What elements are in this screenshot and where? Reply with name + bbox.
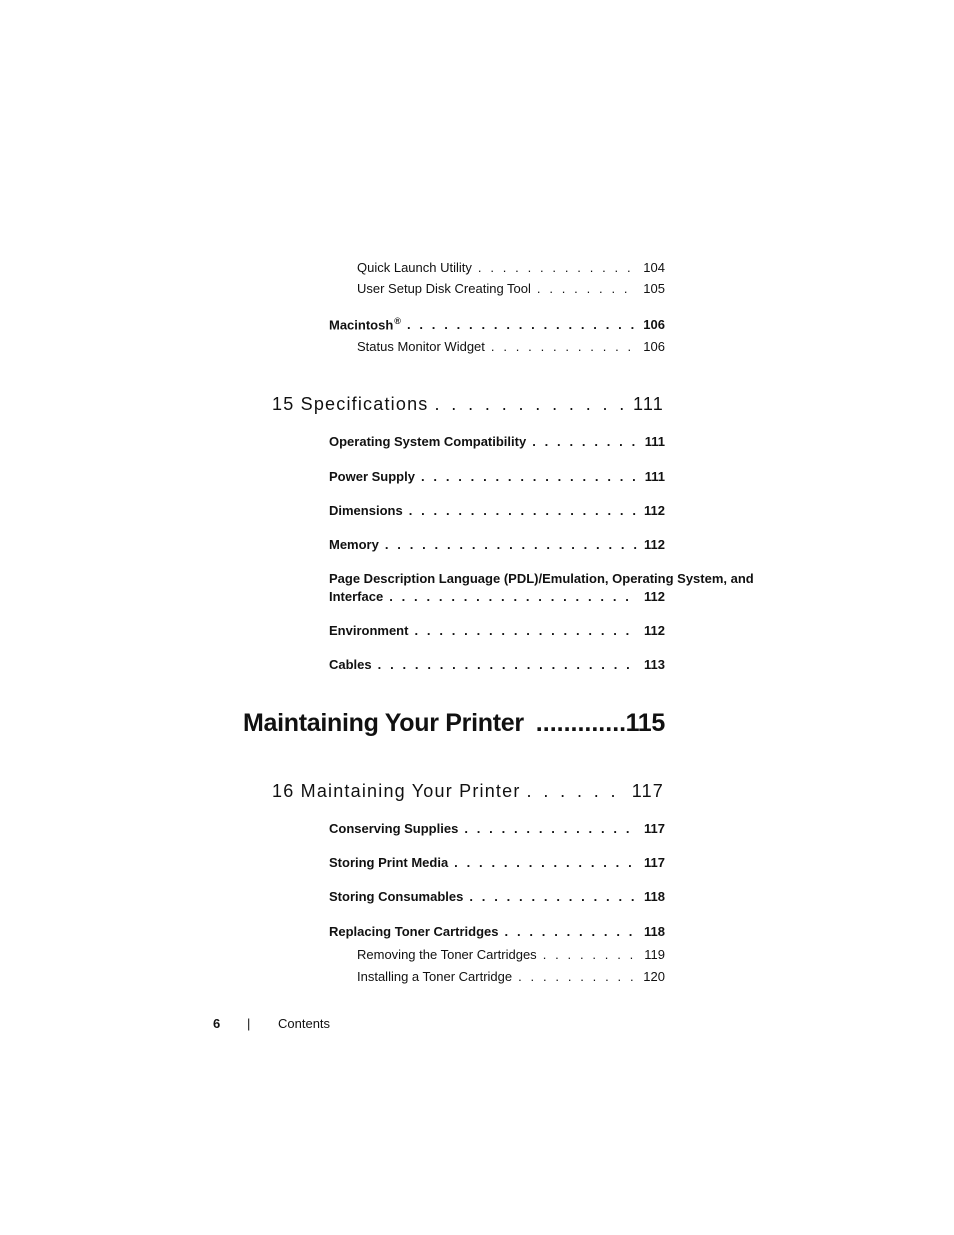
toc-entry-title: Cables xyxy=(329,657,372,672)
toc-chapter-title: 15 Specifications xyxy=(272,394,429,414)
toc-entry-quick-launch-utility[interactable] xyxy=(357,260,665,275)
toc-chapter-title: 16 Maintaining Your Printer xyxy=(272,781,521,801)
toc-entry-page: 106 xyxy=(643,317,665,333)
toc-entry-power-supply[interactable] xyxy=(329,469,665,484)
toc-entry-cables[interactable] xyxy=(329,657,665,672)
toc-chapter-specifications[interactable] xyxy=(272,394,664,415)
toc-entry-page: 112 xyxy=(644,503,665,518)
dot-leader xyxy=(478,260,637,275)
toc-entry-os-compatibility[interactable] xyxy=(329,434,665,449)
toc-entry-title: Storing Print Media xyxy=(329,855,449,870)
toc-entry-page: 117 xyxy=(644,821,665,836)
registered-mark: ® xyxy=(394,316,401,326)
dot-leader xyxy=(409,503,638,518)
dot-leader xyxy=(385,537,638,552)
toc-entry-macintosh[interactable] xyxy=(329,316,665,332)
toc-entry-page: 118 xyxy=(644,924,665,939)
dot-leader xyxy=(518,969,637,984)
dot-leader xyxy=(527,781,626,802)
dot-leader xyxy=(421,469,639,484)
toc-entry-page: 104 xyxy=(643,260,665,275)
toc-entry-page: 120 xyxy=(643,969,665,984)
toc-part-page: 115 xyxy=(625,709,665,737)
toc-entry-page: 112 xyxy=(644,537,665,552)
dot-leader xyxy=(543,947,639,962)
toc-part-title: Maintaining Your Printer xyxy=(243,709,524,737)
dot-leader xyxy=(407,317,637,332)
dot-leader xyxy=(389,589,638,604)
footer-section-label: Contents xyxy=(278,1016,331,1031)
toc-entry-page: 112 xyxy=(644,623,665,638)
toc-entry-title: Dimensions xyxy=(329,503,403,518)
footer-separator: | xyxy=(247,1016,251,1031)
toc-entry-page: 111 xyxy=(644,469,665,484)
dot-leader xyxy=(537,281,637,296)
toc-entry-title: Storing Consumables xyxy=(329,889,464,904)
toc-entry-title: Replacing Toner Cartridges xyxy=(329,924,499,939)
toc-entry-dimensions[interactable] xyxy=(329,503,665,518)
toc-entry-replacing-toner-cartridges[interactable] xyxy=(329,924,665,939)
toc-entry-conserving-supplies[interactable] xyxy=(329,821,665,836)
toc-entry-page: 117 xyxy=(644,855,665,870)
toc-entry-title: Status Monitor Widget xyxy=(357,339,485,354)
toc-entry-storing-consumables[interactable] xyxy=(329,889,665,904)
toc-entry-title: Memory xyxy=(329,537,379,552)
toc-entry-page: 106 xyxy=(643,339,665,354)
toc-entry-title: Power Supply xyxy=(329,469,415,484)
dot-leader xyxy=(434,394,627,415)
toc-part-maintaining-your-printer[interactable] xyxy=(243,709,665,738)
toc-entry-pdl[interactable] xyxy=(329,589,665,604)
toc-entry-page: 119 xyxy=(644,947,665,962)
toc-entry-title: Installing a Toner Cartridge xyxy=(357,969,513,984)
dot-leader xyxy=(505,924,639,939)
toc-chapter-page: 111 xyxy=(633,394,664,414)
toc-entry-user-setup-disk[interactable] xyxy=(357,281,665,296)
toc-entry-status-monitor-widget[interactable] xyxy=(357,339,665,354)
toc-entry-removing-toner-cartridges[interactable] xyxy=(357,947,665,962)
toc-entry-storing-print-media[interactable] xyxy=(329,855,665,870)
toc-entry-title: Macintosh® xyxy=(329,316,401,333)
toc-entry-page: 111 xyxy=(644,434,665,449)
toc-entry-title: User Setup Disk Creating Tool xyxy=(357,281,531,296)
toc-chapter-maintaining-your-printer[interactable] xyxy=(272,781,664,802)
toc-entry-pdl-title-line1[interactable]: Page Description Language (PDL)/Emulation, Operating System, and xyxy=(329,571,754,586)
dot-leader xyxy=(378,657,638,672)
dot-leader xyxy=(469,889,638,904)
dot-leader xyxy=(491,339,637,354)
footer-page-number: 6 xyxy=(213,1016,221,1031)
toc-entry-page: 105 xyxy=(643,281,665,296)
toc-entry-environment[interactable] xyxy=(329,623,665,638)
dot-leader xyxy=(454,855,638,870)
dot-leader xyxy=(414,623,638,638)
dot-leader xyxy=(532,434,639,449)
toc-entry-page: 112 xyxy=(644,589,665,604)
toc-entry-page: 118 xyxy=(644,889,665,904)
toc-entry-title: Quick Launch Utility xyxy=(357,260,472,275)
toc-entry-memory[interactable] xyxy=(329,537,665,552)
toc-entry-title: Interface xyxy=(329,589,384,604)
toc-entry-title: Operating System Compatibility xyxy=(329,434,527,449)
toc-entry-title: Conserving Supplies xyxy=(329,821,459,836)
toc-chapter-page: 117 xyxy=(631,781,664,801)
toc-entry-page: 113 xyxy=(644,657,665,672)
toc-entry-title: Environment xyxy=(329,623,409,638)
dot-leader xyxy=(536,709,626,738)
dot-leader xyxy=(464,821,638,836)
toc-entry-title: Removing the Toner Cartridges xyxy=(357,947,537,962)
toc-entry-installing-toner-cartridge[interactable] xyxy=(357,969,665,984)
